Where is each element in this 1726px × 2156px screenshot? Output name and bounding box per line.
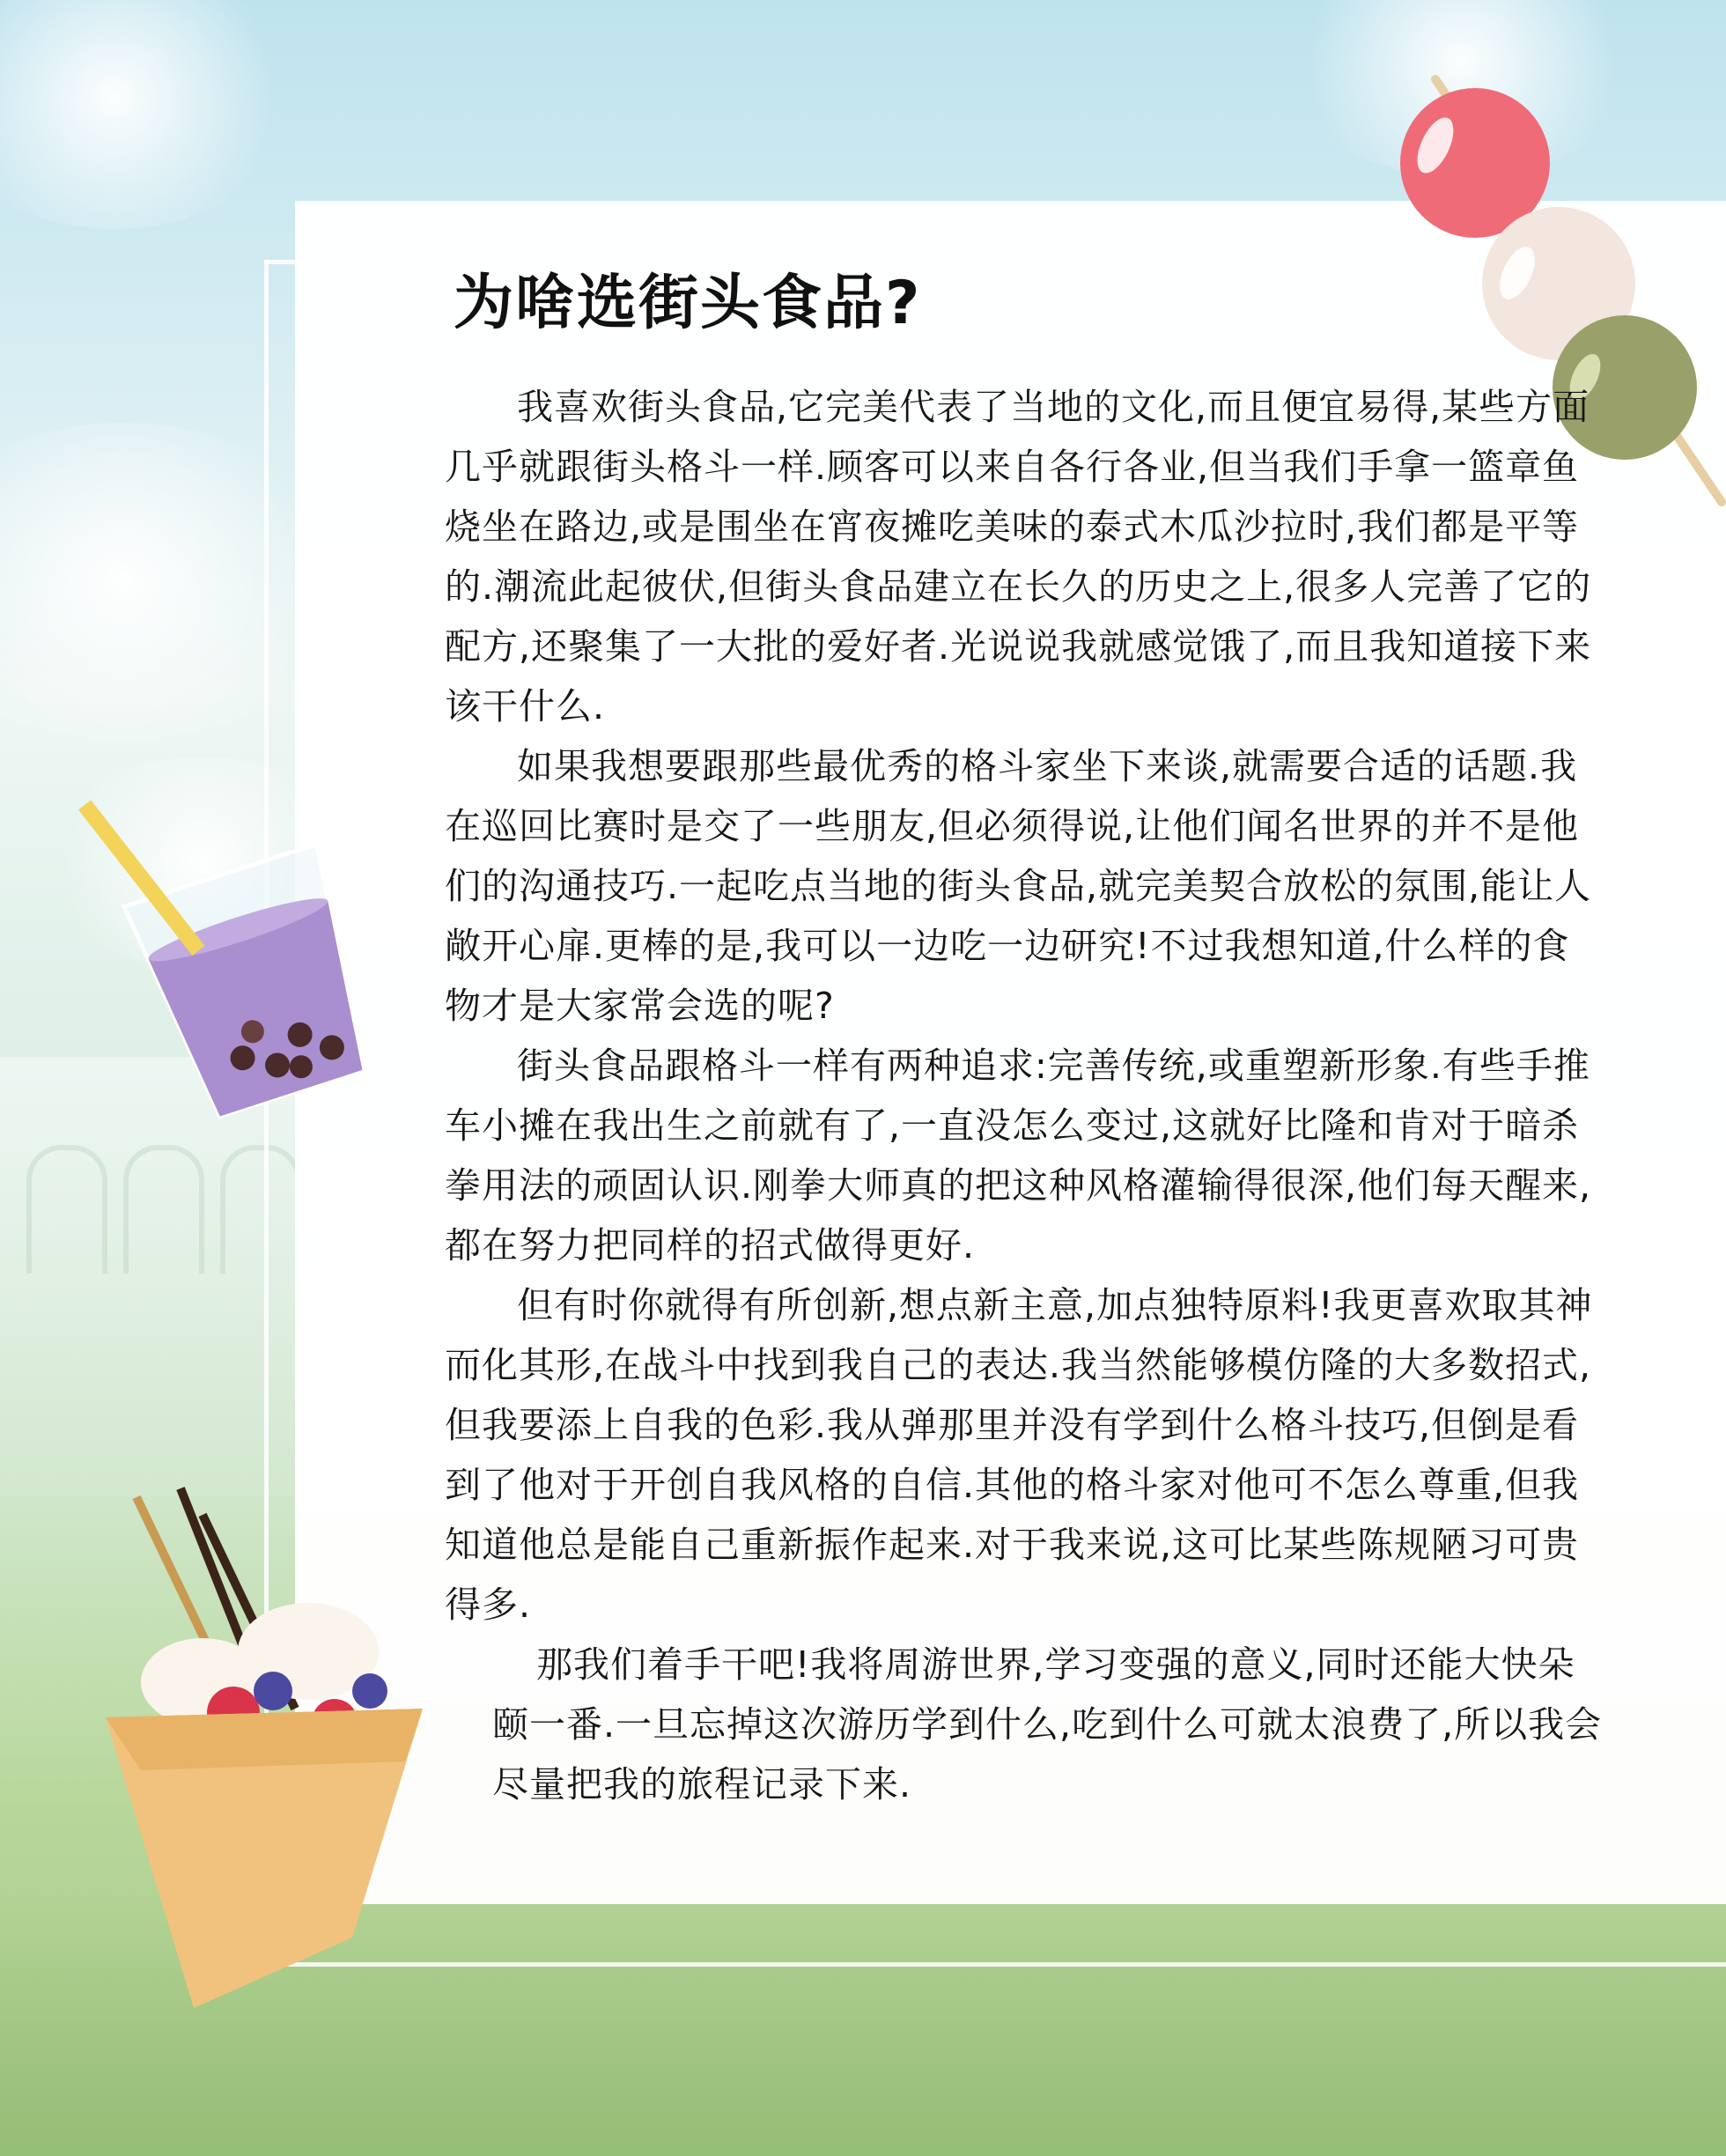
article-body bbox=[445, 377, 1603, 1814]
page-title: 为啥选街头食品? bbox=[454, 269, 922, 338]
paragraph: 街头食品跟格斗一样有两种追求:完善传统,或重塑新形象.有些手推车小摊在我出生之前就有了,一直没怎么变过,这就好比隆和肯对于暗杀拳用法的顽固认识.刚拳大师真的把这种风格灌输得很深,他们每天醒来,都在努力把同样的招式做得更好. bbox=[445, 1045, 1592, 1266]
cloud bbox=[0, 0, 299, 229]
background-building bbox=[0, 1057, 317, 1497]
paragraph: 如果我想要跟那些最优秀的格斗家坐下来谈,就需要合适的话题.我在巡回比赛时是交了一些朋友,但必须得说,让他们闻名世界的并不是他们的沟通技巧.一起吃点当地的街头食品,就完美契合放松的氛围,能让人敞开心扉.更棒的是,我可以一边吃一边研究!不过我想知道,什么样的食物才是大家常会选的呢? bbox=[445, 745, 1592, 1027]
crepe-icon bbox=[88, 1480, 493, 2026]
bubble-tea-icon bbox=[53, 731, 432, 1119]
paragraph: 但有时你就得有所创新,想点新主意,加点独特原料!我更喜欢取其神而化其形,在战斗中找到我自己的表达.我当然能够模仿隆的大多数招式,但我要添上自我的色彩.我从弹那里并没有学到什么格斗技巧,但倒是看到了他对于开创自我风格的自信.其他的格斗家对他可不怎么尊重,但我知道他总是能自己重新振作起来.对于我来说,这可比某些陈规陋习可贵得多. bbox=[445, 1284, 1593, 1626]
background-arch bbox=[123, 1145, 204, 1274]
background-arch bbox=[26, 1145, 107, 1274]
paragraph: 那我们着手干吧!我将周游世界,学习变强的意义,同时还能大快朵颐一番.一旦忘掉这次游历学到什么,吃到什么可就太浪费了,所以我会尽量把我的旅程记录下来. bbox=[492, 1643, 1603, 1805]
background-arch bbox=[220, 1145, 301, 1274]
paragraph: 我喜欢街头食品,它完美代表了当地的文化,而且便宜易得,某些方面几乎就跟街头格斗一样.顾客可以来自各行各业,但当我们手拿一篮章鱼烧坐在路边,或是围坐在宵夜摊吃美味的泰式木瓜沙拉时,我们都是平等的.潮流此起彼伏,但街头食品建立在长久的历史之上,很多人完善了它的配方,还聚集了一大批的爱好者.光说说我就感觉饿了,而且我知道接下来该干什么. bbox=[445, 386, 1592, 727]
